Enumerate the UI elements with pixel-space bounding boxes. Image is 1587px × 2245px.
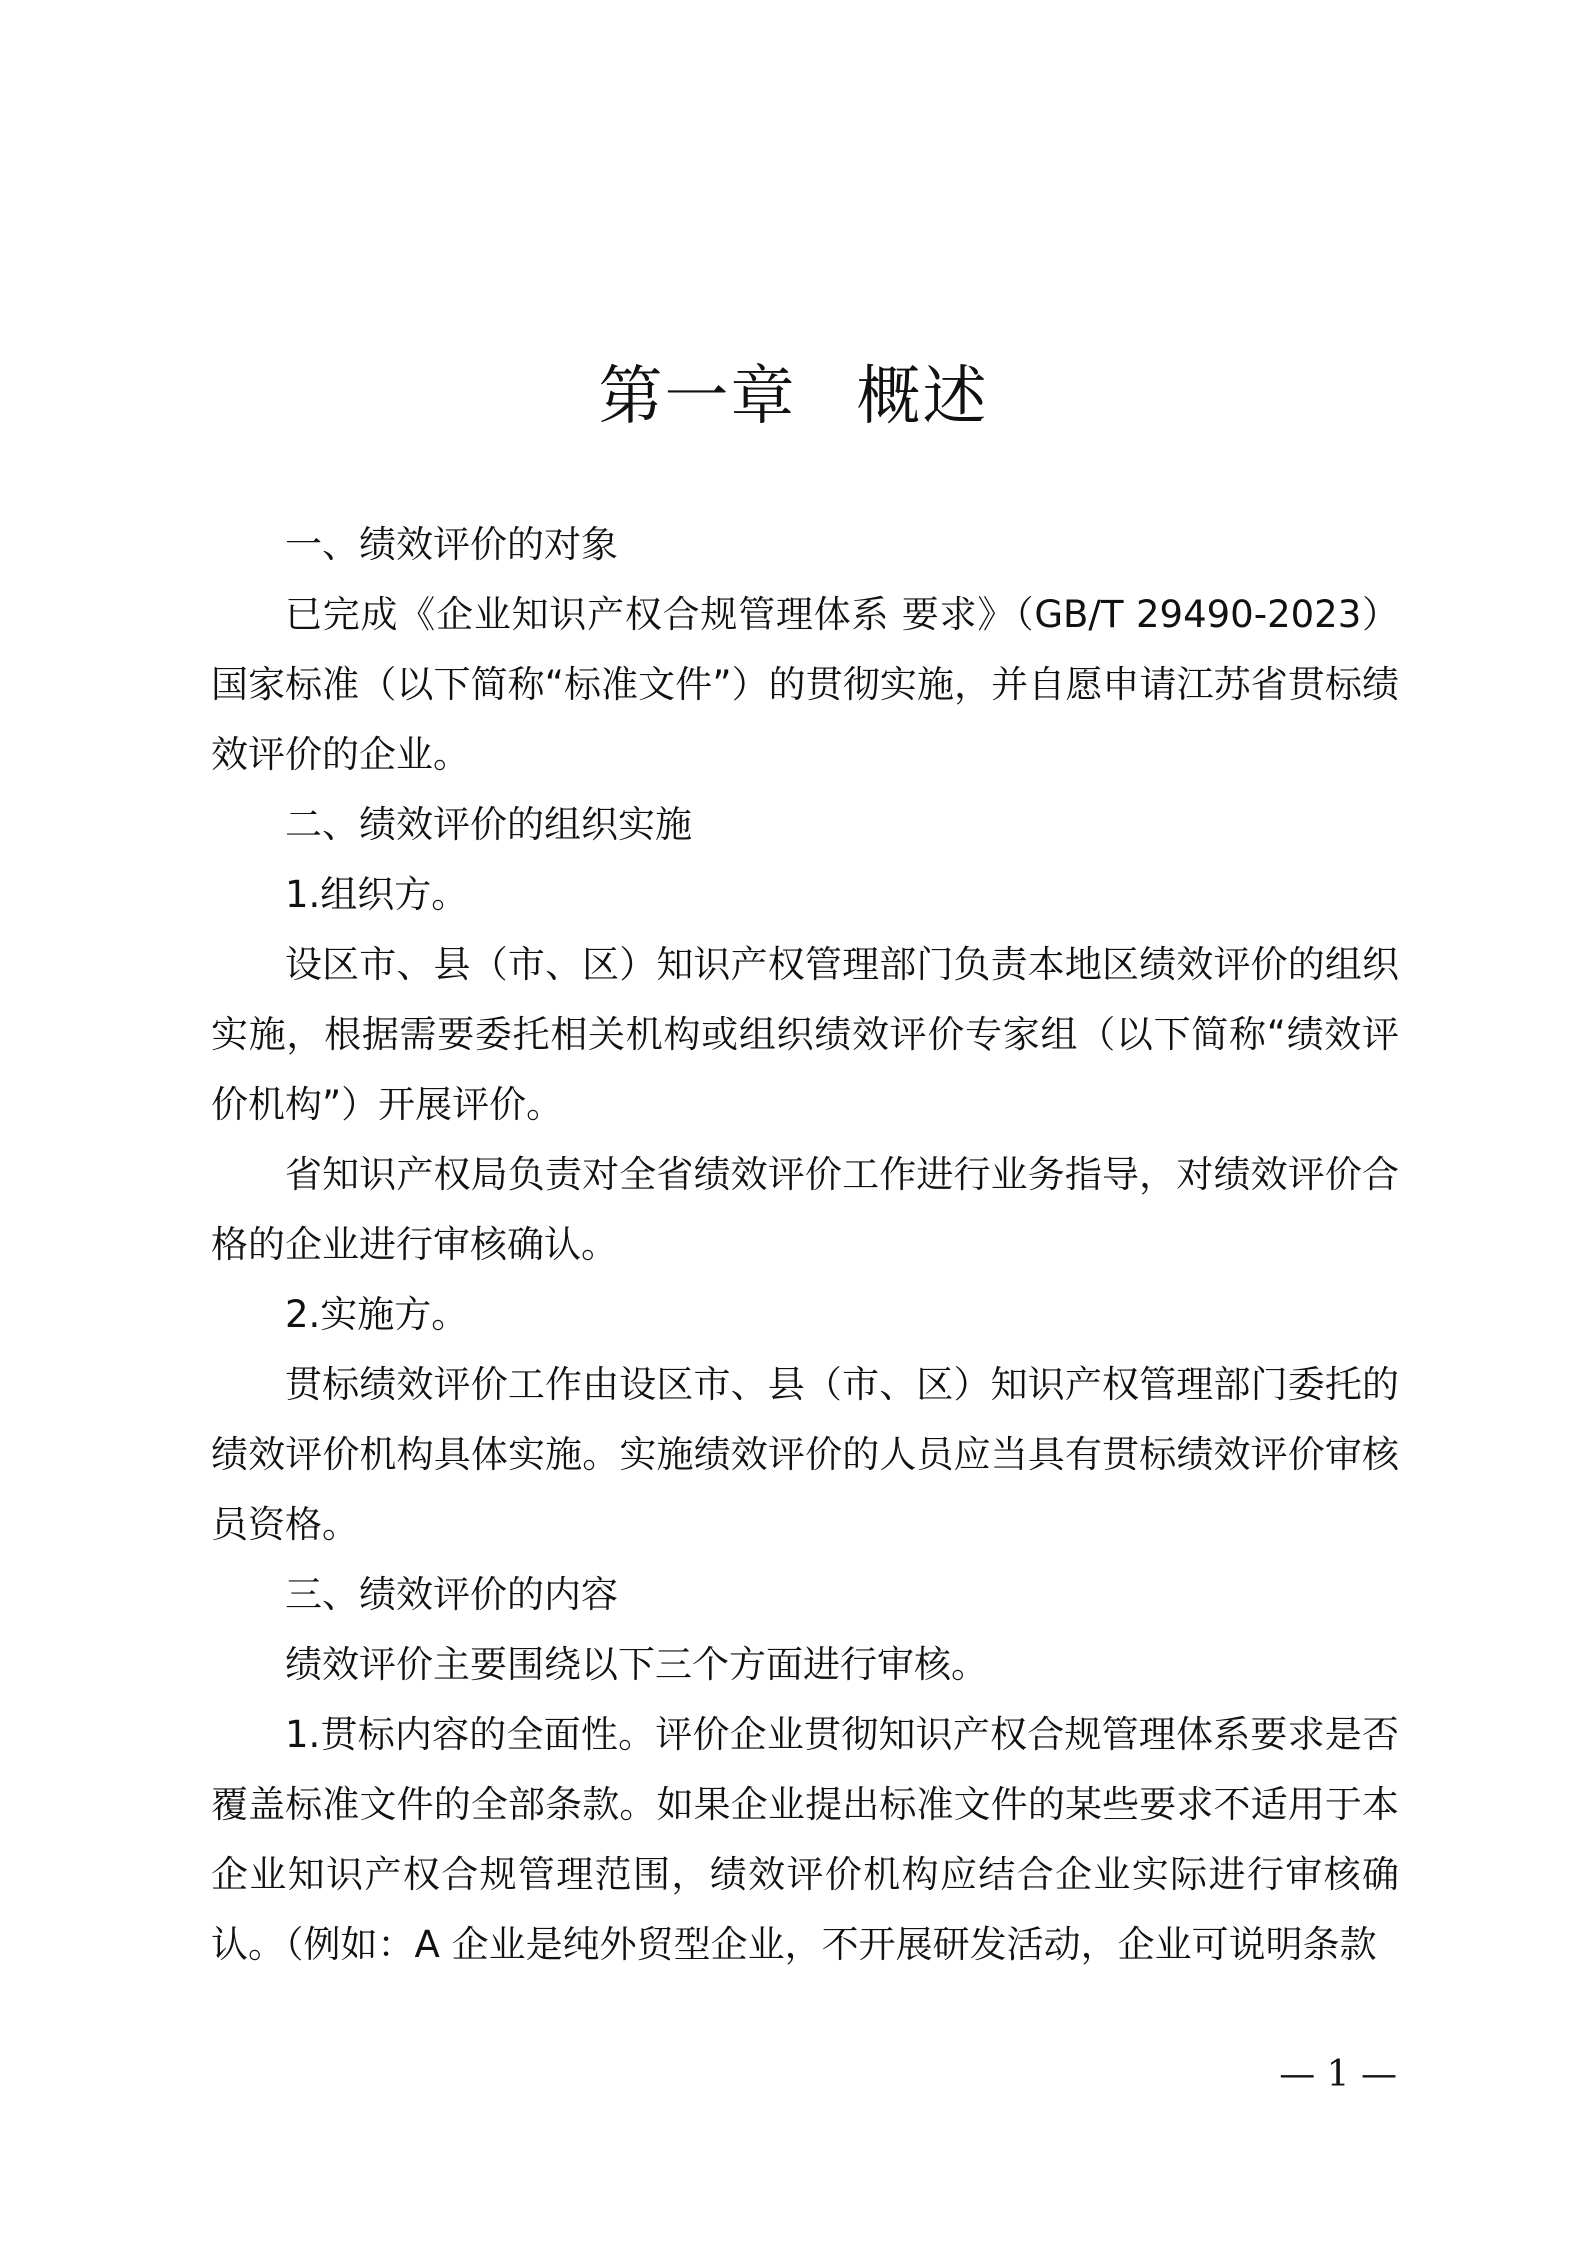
paragraph: 省知识产权局负责对全省绩效评价工作进行业务指导，对绩效评价合格的企业进行审核确认。	[211, 1153, 1399, 1266]
section-heading-3: 三、绩效评价的内容	[285, 1573, 618, 1616]
section-heading-2: 二、绩效评价的组织实施	[285, 803, 692, 846]
chapter-name: 概述	[856, 360, 989, 434]
paragraph: 绩效评价主要围绕以下三个方面进行审核。	[285, 1643, 988, 1686]
subsection-heading: 1.组织方。	[285, 873, 469, 916]
paragraph: 1.贯标内容的全面性。评价企业贯彻知识产权合规管理体系要求是否覆盖标准文件的全部条款。如果企业提出标准文件的某些要求不适用于本企业知识产权合规管理范围，绩效评价机构应结合企业实际进行审核确认。（例如：A 企业是纯外贸型企业，不开展研发活动，企业可说明条款	[211, 1713, 1399, 1966]
paragraph: 贯标绩效评价工作由设区市、县（市、区）知识产权管理部门委托的绩效评价机构具体实施。实施绩效评价的人员应当具有贯标绩效评价审核员资格。	[211, 1363, 1399, 1546]
subsection-heading: 2.实施方。	[285, 1293, 469, 1336]
chapter-title	[0, 352, 1587, 442]
paragraph: 已完成《企业知识产权合规管理体系 要求》（GB/T 29490-2023）国家标准（以下简称“标准文件”）的贯彻实施，并自愿申请江苏省贯标绩效评价的企业。	[211, 593, 1399, 776]
document-body	[211, 510, 1399, 1980]
chapter-number: 第一章	[598, 360, 797, 434]
page-number: — 1 —	[1279, 2054, 1397, 2095]
paragraph: 设区市、县（市、区）知识产权管理部门负责本地区绩效评价的组织实施，根据需要委托相关机构或组织绩效评价专家组（以下简称“绩效评价机构”）开展评价。	[211, 943, 1399, 1126]
section-heading-1: 一、绩效评价的对象	[285, 523, 618, 566]
